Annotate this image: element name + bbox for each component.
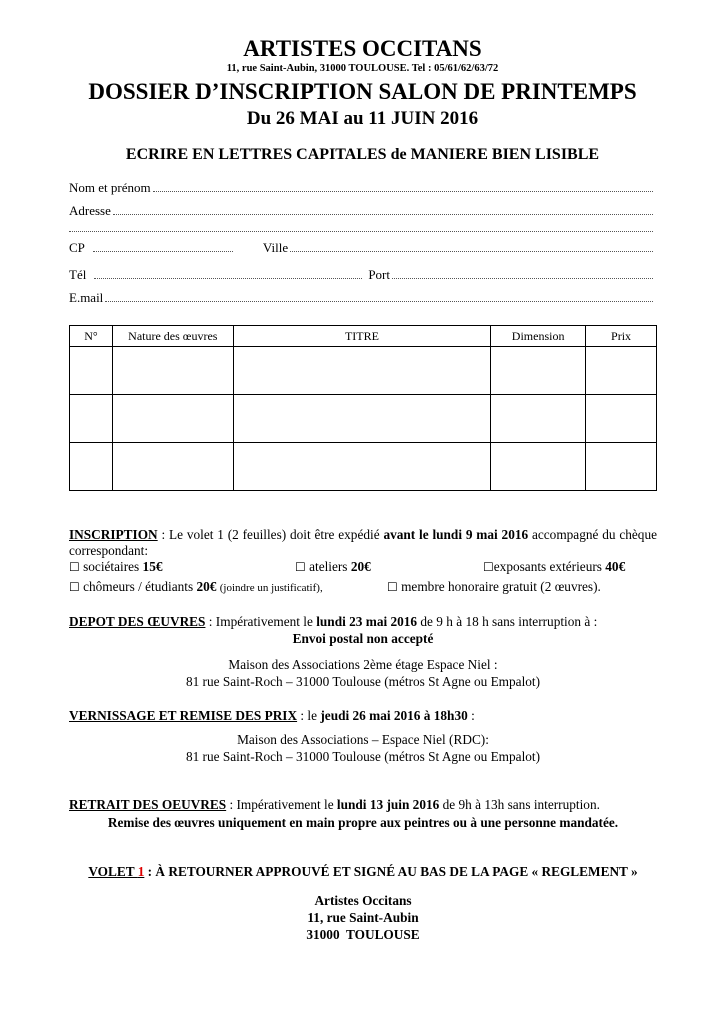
checkbox-icon[interactable]: ☐ xyxy=(483,560,494,574)
footer-street: 11, rue Saint-Aubin xyxy=(307,910,419,925)
checkbox-icon[interactable]: ☐ xyxy=(295,560,306,574)
table-row xyxy=(70,395,657,443)
option-honorary[interactable] xyxy=(387,579,601,595)
table-row xyxy=(70,443,657,491)
mobile-label: Port xyxy=(368,267,390,282)
volet-instruction xyxy=(69,864,657,880)
inscription-text: : Le volet 1 (2 feuilles) doit être expédié xyxy=(157,527,384,542)
option-price: 40€ xyxy=(605,559,626,574)
table-cell[interactable] xyxy=(233,347,490,395)
cp-label: CP xyxy=(69,240,85,255)
mobile-line[interactable] xyxy=(392,268,653,279)
inscription-text-2: accompagné du chèque correspondant: xyxy=(69,527,657,558)
email-field[interactable] xyxy=(69,290,653,306)
cp-line[interactable] xyxy=(93,241,233,252)
vernissage-heading: VERNISSAGE ET REMISE DES PRIX xyxy=(69,708,298,723)
phone-label: Tél xyxy=(69,267,87,282)
table-header-row xyxy=(70,326,657,347)
vernissage-text-2: : xyxy=(467,708,475,723)
volet-label: VOLET xyxy=(88,864,138,879)
depot-place-1: Maison des Associations 2ème étage Espace Niel : xyxy=(228,657,498,672)
depot-note: Envoi postal non accepté xyxy=(292,631,434,646)
depot-text-2: de 9 h à 18 h sans interruption à : xyxy=(417,614,598,629)
table-cell[interactable] xyxy=(491,347,586,395)
retrait-paragraph xyxy=(69,797,657,813)
vernissage-text: : le xyxy=(297,708,321,723)
depot-date: lundi 23 mai 2016 xyxy=(316,614,418,629)
option-price: 15€ xyxy=(142,559,163,574)
volet-label-group xyxy=(88,864,144,879)
table-cell[interactable] xyxy=(586,443,657,491)
document-title: DOSSIER D’INSCRIPTION SALON DE PRINTEMPS xyxy=(88,79,637,104)
retrait-text-2: de 9h à 13h sans interruption. xyxy=(439,797,600,812)
table-cell[interactable] xyxy=(70,395,113,443)
vernissage-paragraph xyxy=(69,708,657,724)
option-workshops[interactable] xyxy=(295,559,371,575)
works-table xyxy=(69,325,657,491)
option-price: 20€ xyxy=(350,559,371,574)
city-label: Ville xyxy=(262,240,289,255)
checkbox-icon[interactable]: ☐ xyxy=(69,580,80,594)
vernissage-place-1: Maison des Associations – Espace Niel (RDC): xyxy=(237,732,489,747)
table-cell[interactable] xyxy=(586,347,657,395)
name-label: Nom et prénom xyxy=(69,180,151,195)
cp-city-field[interactable] xyxy=(69,240,653,256)
table-cell[interactable] xyxy=(70,347,113,395)
retrait-date: lundi 13 juin 2016 xyxy=(336,797,440,812)
phone-field[interactable] xyxy=(69,267,653,283)
option-label: membre honoraire gratuit (2 œuvres). xyxy=(401,579,601,594)
vernissage-date: jeudi 26 mai 2016 à 18h30 xyxy=(320,708,468,723)
option-unemployed[interactable] xyxy=(69,579,323,596)
col-title: TITRE xyxy=(233,326,490,347)
option-label: sociétaires xyxy=(83,559,143,574)
inscription-heading: INSCRIPTION xyxy=(69,527,158,542)
option-label: chômeurs / étudiants xyxy=(83,579,197,594)
address-line[interactable] xyxy=(113,204,653,215)
writing-instruction: ECRIRE EN LETTRES CAPITALES de MANIERE BIEN LISIBLE xyxy=(125,146,600,163)
retrait-text: : Impérativement le xyxy=(226,797,337,812)
address-line-2[interactable] xyxy=(69,221,653,232)
footer-org: Artistes Occitans xyxy=(314,893,412,908)
col-number: N° xyxy=(70,326,113,347)
option-members[interactable] xyxy=(69,559,163,575)
option-external[interactable] xyxy=(483,559,625,575)
footer-city: 31000 TOULOUSE xyxy=(306,927,420,942)
checkbox-icon[interactable]: ☐ xyxy=(69,560,80,574)
option-label: exposants extérieurs xyxy=(493,559,606,574)
table-cell[interactable] xyxy=(233,395,490,443)
email-line[interactable] xyxy=(105,291,653,302)
address-field-2[interactable] xyxy=(69,221,653,237)
inscription-deadline: avant le lundi 9 mai 2016 xyxy=(383,527,529,542)
phone-line[interactable] xyxy=(94,268,362,279)
table-cell[interactable] xyxy=(70,443,113,491)
address-label: Adresse xyxy=(69,203,111,218)
table-cell[interactable] xyxy=(586,395,657,443)
table-cell[interactable] xyxy=(112,395,233,443)
organization-title: ARTISTES OCCITANS xyxy=(243,36,482,61)
depot-paragraph xyxy=(69,614,657,630)
name-field[interactable] xyxy=(69,180,653,196)
name-line[interactable] xyxy=(153,181,653,192)
inscription-paragraph xyxy=(69,527,657,559)
table-cell[interactable] xyxy=(112,347,233,395)
table-cell[interactable] xyxy=(491,395,586,443)
email-label: E.mail xyxy=(69,290,104,305)
salon-dates: Du 26 MAI au 11 JUIN 2016 xyxy=(246,108,479,129)
organization-address: 11, rue Saint-Aubin, 31000 TOULOUSE. Tel : 05/61/62/63/72 xyxy=(226,63,499,74)
table-row xyxy=(70,347,657,395)
volet-number: 1 xyxy=(137,864,145,879)
table-cell[interactable] xyxy=(112,443,233,491)
option-price: 20€ xyxy=(196,579,217,594)
option-note: (joindre un justificatif), xyxy=(219,582,323,594)
depot-text: : Impérativement le xyxy=(205,614,317,629)
address-field[interactable] xyxy=(69,203,653,219)
retrait-note: Remise des œuvres uniquement en main propre aux peintres ou à une personne mandatée. xyxy=(107,815,619,830)
retrait-heading: RETRAIT DES OEUVRES xyxy=(69,797,227,812)
depot-heading: DEPOT DES ŒUVRES xyxy=(69,614,206,629)
table-cell[interactable] xyxy=(233,443,490,491)
option-label: ateliers xyxy=(309,559,351,574)
city-line[interactable] xyxy=(290,241,653,252)
col-price: Prix xyxy=(586,326,657,347)
checkbox-icon[interactable]: ☐ xyxy=(387,580,398,594)
col-nature: Nature des œuvres xyxy=(112,326,233,347)
table-cell[interactable] xyxy=(491,443,586,491)
col-dimension: Dimension xyxy=(491,326,586,347)
vernissage-place-2: 81 rue Saint-Roch – 31000 Toulouse (métros St Agne ou Empalot) xyxy=(185,749,541,764)
depot-place-2: 81 rue Saint-Roch – 31000 Toulouse (métros St Agne ou Empalot) xyxy=(185,674,541,689)
volet-rest: : À RETOURNER APPROUVÉ ET SIGNÉ AU BAS DE LA PAGE « REGLEMENT » xyxy=(144,864,638,879)
